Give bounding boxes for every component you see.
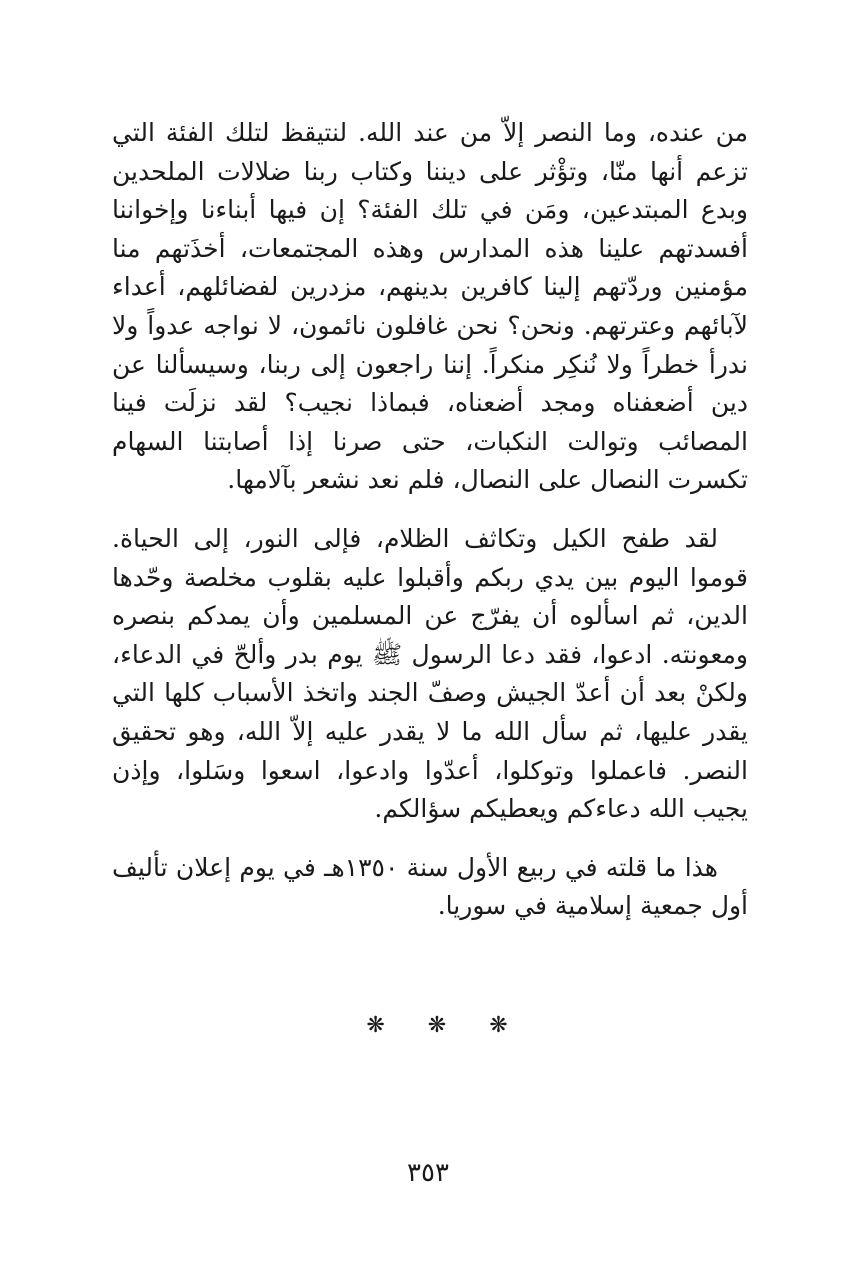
paragraph-2: لقد طفح الكيل وتكاثف الظلام، فإلى النور، إلى الحياة. قوموا اليوم بين يدي ربكم وأقبلوا عليه بقلوب مخلصة وحّدها الدين، ثم اسألوه أن يفرّج عن المسلمين وأن يمدكم بنصره ومعونته. ادعوا، فقد دعا الرسول ﷺ يوم بدر وألحّ في الدعاء، ولكنْ بعد أن أعدّ الجيش وصفّ الجند واتخذ الأسباب كلها التي يقدر عليها، ثم سأل الله ما لا يقدر عليه إلاّ الله، وهو تحقيق النصر. فاعملوا وتوكلوا، أعدّوا وادعوا، اسعوا وسَلوا، وإذن يجيب الله دعاءكم ويعطيكم سؤالكم. xyxy=(112,523,748,824)
page-body xyxy=(112,114,748,926)
section-separator: ❋ ❋ ❋ xyxy=(366,1013,526,1038)
paragraph-1: من عنده، وما النصر إلاّ من عند الله. لنتيقظ لتلك الفئة التي تزعم أنها منّا، وتؤْثر على ديننا وكتاب ربنا ضلالات الملحدين وبدع المبتدعين، ومَن في تلك الفئة؟ إن فيها أبناءنا وإخواننا أفسدتهم علينا هذه المدارس وهذه المجتمعات، أخذَتهم منا مؤمنين وردّتهم إلينا كافرين بدينهم، مزدرين لفضائلهم، أعداء لآبائهم وعترتهم. ونحن؟ نحن غافلون نائمون، لا نواجه عدواً ولا ندرأ خطراً ولا نُنكِر منكراً. إننا راجعون إلى ربنا، وسيسألنا عن دين أضعفناه ومجد أضعناه، فبماذا نجيب؟ لقد نزلَت فينا المصائب وتوالت النكبات، حتى صرنا إذا أصابتنا السهام تكسرت النصال على النصال، فلم نعد نشعر بآلامها. xyxy=(112,118,748,495)
paragraph-3: هذا ما قلته في ربيع الأول سنة ١٣٥٠هـ في يوم إعلان تأليف أول جمعية إسلامية في سوريا. xyxy=(112,852,748,921)
page-number: ٣٥٣ xyxy=(407,1158,449,1188)
